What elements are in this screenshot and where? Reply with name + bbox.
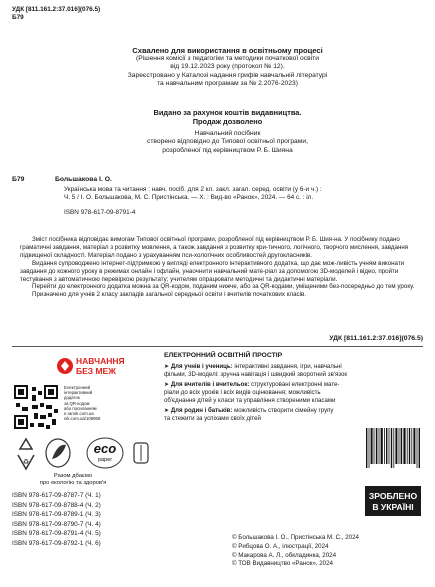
approval-title: Схвалено для використання в освітньому процесі [132,46,323,55]
bib-isbn: ISBN 978-617-09-8791-4 [64,209,136,216]
isbn-item: ISBN 978-617-09-8791-4 (Ч. 5) [12,530,101,537]
badge-line2: В УКРАЇНІ [372,502,414,512]
approval-line: від 19.12.2023 року (протокол № 12). [170,63,285,71]
approval-block [40,46,415,89]
barcode-icon [364,426,422,470]
arrow-icon: ➤ [164,363,171,370]
eco-caption-line: про екологію та здоров'я [39,480,107,486]
published-line: Видано за рахунок коштів видавництва. [153,108,302,117]
subtitle-line: Навчальний посібник [194,130,261,137]
eco-caption [18,473,128,487]
recycle-icon [18,439,34,469]
copyrights [232,534,359,569]
approval-line: Зареєстровано у Каталозі надання грифів навчальній літературі [127,71,328,79]
bib-code: Б79 [12,176,25,183]
qr-caption-line: за QR-кодом [64,400,90,406]
eos-teachers-text: структуровані електронні мате- [249,381,340,388]
arrow-icon: ➤ [164,407,171,414]
eco-caption-line: Разом дбаємо [53,473,93,479]
eos-students [164,363,350,379]
eco-brand: eco [93,441,117,456]
published-line: Продаж дозволено [192,117,263,126]
eco-paper-icon [87,438,123,468]
approval-line: (Рішення комісії з педагогіки та методики початкової освіти [136,55,319,62]
eos-parents [164,407,350,423]
arrow-icon: ➤ [164,381,171,388]
isbn-list [12,491,101,548]
isbn-item: ISBN 978-617-09-8788-4 (Ч. 2) [12,501,101,509]
promo-line1: НАВЧАННЯ [76,356,125,366]
annotation-paragraph: Зміст посібника відповідає вимогам Типової освітньої програми, розробленої під керівництвом Р. Б. Шия-на. У посібнику подано граматичні завдання, матеріал з розвитку мовлення, а також завдання з розвитку кри-тичного, логічного, творчого мислення, завдання підвищеної складності. Матеріал подано з урахуванням пси-хологічних особливостей другокласників. [20,236,409,259]
copyright-line: © Большакова І. О., Пристінська М. С., 2024 [232,534,359,541]
svg-text:♻: ♻ [22,459,30,466]
eos-students-text: фільми, 3D-моделі: зручна навігація і швидкий зворотний зв'язок [164,370,348,378]
copyright-line: © ТОВ Видавництво «Ранок», 2024 [232,560,334,568]
eos-title: ЕЛЕКТРОННИЙ ОСВІТНІЙ ПРОСТІР [164,352,283,359]
copyright-line: © Рибцова О. А., ілюстрації, 2024 [232,542,329,550]
qr-caption-line: Електронний [64,385,90,390]
divider [12,346,423,347]
bib-description-line: Українська мова та читання : навч. посіб. для 2 кл. закл. загал. серед. освіти (у 6-и ч.) : [64,186,322,193]
eos-parents-text: та стежити за успіхами своїх дітей [164,414,261,422]
isbn-item: ISBN 978-617-09-8787-7 (Ч. 1) [12,492,101,499]
copyright-line: © Макарова А. Л., обкладинка, 2024 [232,551,337,559]
qr-caption [64,385,122,421]
subtitle-line: розробленої під керівництвом Р. Б. Шияна [162,146,293,154]
promo-logo [56,352,156,380]
approval-line: та навчальним програмам за № 2.2076-2023) [157,80,298,88]
qr-caption-line: або посиланням [64,405,97,411]
made-in-ukraine-badge [365,486,421,516]
badge-line1: ЗРОБЛЕНО [368,491,418,501]
subtitle-line: створено відповідно до Типової освітньої програми, [147,138,308,146]
eos-parents-text: можливість створити сімейну групу [232,407,334,414]
annotation-paragraph: Видання супроводжено інтернет-підтримкою у вигляді електронного інтерактивного додатка, що дає мож-ливість учням виконати завдання до кожного уроку в режимах онлайн і офлайн, унаочнити навчальний мате-ріал за допомогою 3D-моделей і відео, пройти тестування з автоматичною перевіркою результату; учителям опрацювати методичні та дидактичні матеріали. [20,259,405,283]
annotation [20,236,428,299]
qr-code-icon[interactable] [12,383,60,431]
bib-description-line: Ч. 5 / І. О. Большакова, М. С. Пристінська. — Х. : Вид-во «Ранок», 2024. — 64 с. : іл. [64,194,314,201]
library-code: Б79 [12,14,24,21]
isbn-item: ISBN 978-617-09-8789-1 (Ч. 3) [12,511,101,518]
isbn-item: ISBN 978-617-09-8790-7 (Ч. 4) [12,520,101,528]
eos-teachers [164,381,350,405]
udk-header [12,6,100,22]
eos-students-label: Для учнів і учениць: [170,363,233,370]
qr-link[interactable]: e.ranok.com.ua [64,411,94,417]
subtitle-block [40,130,415,155]
udk-code: УДК [811.161.2:37.016](076.5) [12,6,101,13]
published-note [40,108,415,126]
eco-icons [12,433,152,473]
qr-caption-line: nik.com.ua/105969 [64,416,101,422]
isbn-item: ISBN 978-617-09-8792-1 (Ч. 6) [12,539,101,547]
bib-author: Большакова І. О. [55,176,112,183]
qr-caption-line: інтерактивний [64,390,93,396]
annotation-paragraph: Перейти до електронного додатка можна за QR-кодом, поданим нижче, або за QR-кодами, уміщеними без-посередньо до тем уроку. [32,283,415,291]
udk-bottom: УДК [811.161.2:37.016](076.5) [329,335,423,342]
wood-icon [134,443,148,463]
eco-brand-sub: paper [97,457,113,463]
eos-teachers-label: Для вчителів і вчительок: [170,381,250,388]
eos-parents-label: Для родин і батьків: [170,407,233,414]
eos-teachers-text: ріали до всіх уроків і всіх видів оцінювання; можливість [164,388,321,396]
leaf-icon [46,439,70,467]
eos-teachers-text: об'єднання дітей у класи та управління створеними класами [164,396,336,404]
qr-caption-line: додаток [64,395,80,401]
bib-description [64,186,424,202]
eos-students-text: інтерактивні завдання, ігри, навчальні [232,363,342,370]
promo-line2: БЕЗ МЕЖ [76,366,116,376]
annotation-paragraph: Призначено для учнів 2 класу закладів загальної середньої освіти і вчителів початкових класів. [32,291,307,299]
